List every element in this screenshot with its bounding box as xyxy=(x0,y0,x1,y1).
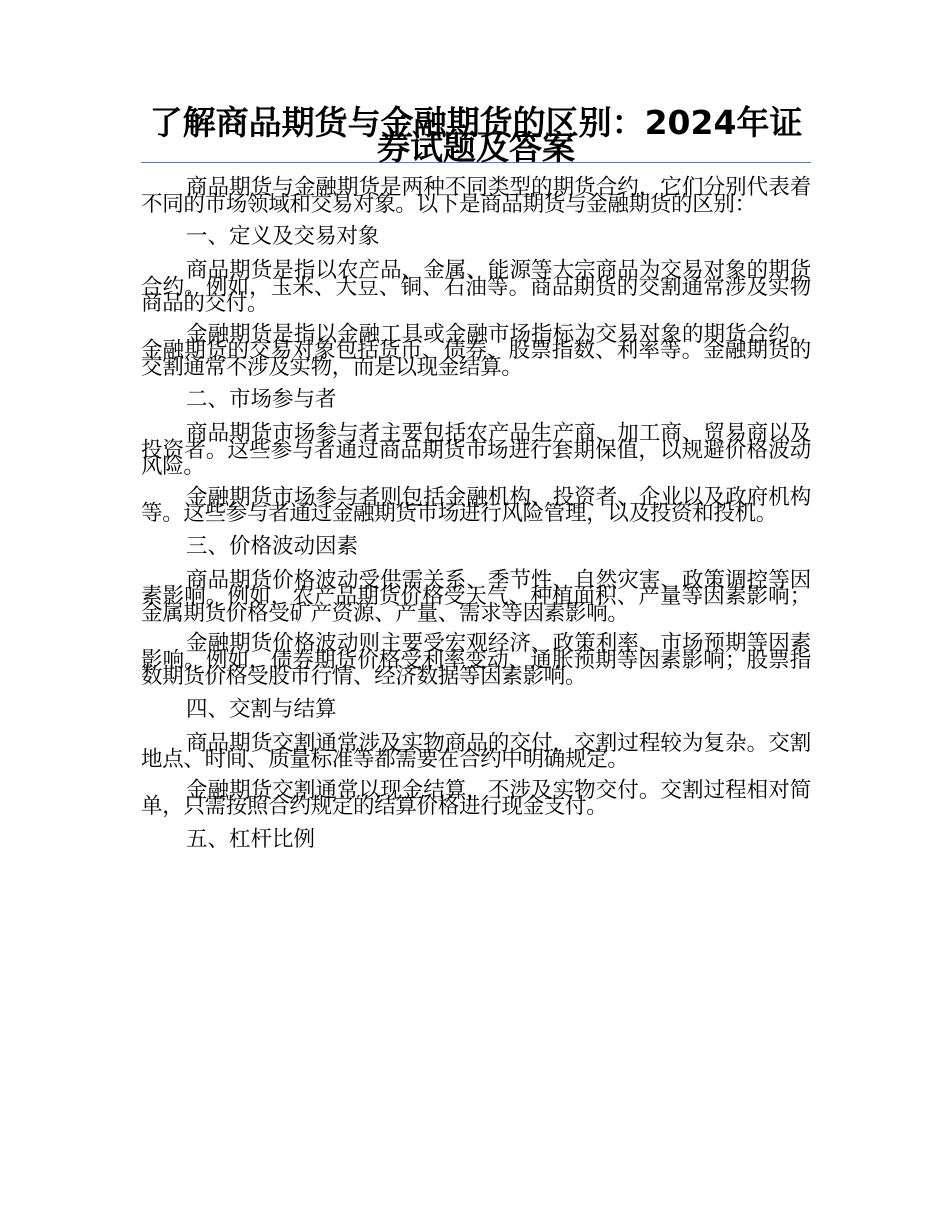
section-heading-delivery: 四、交割与结算 xyxy=(186,696,337,722)
document-body xyxy=(141,175,811,852)
paragraph-financial-price-factors: 金融期货价格波动则主要受宏观经济、政策利率、市场预期等因素影响。例如，债券期货价格受利率变动、通胀预期等因素影响；股票指数期货价格受股市行情、经济数据等因素影响。 xyxy=(141,631,811,689)
paragraph-financial-participants: 金融期货市场参与者则包括金融机构、投资者、企业以及政府机构等。这些参与者通过金融期货市场进行风险管理，以及投资和投机。 xyxy=(141,484,811,526)
section-heading-price-factors: 三、价格波动因素 xyxy=(186,533,359,559)
paragraph-commodity-definition: 商品期货是指以农产品、金属、能源等大宗商品为交易对象的期货合约。例如，玉米、大豆、铜、石油等。商品期货的交割通常涉及实物商品的交付。 xyxy=(141,258,811,316)
paragraph-financial-definition: 金融期货是指以金融工具或金融市场指标为交易对象的期货合约。金融期货的交易对象包括货币、债券、股票指数、利率等。金融期货的交割通常不涉及实物，而是以现金结算。 xyxy=(141,321,811,380)
intro-paragraph: 商品期货与金融期货是两种不同类型的期货合约，它们分别代表着不同的市场领域和交易对象。以下是商品期货与金融期货的区别： xyxy=(141,175,811,217)
paragraph-commodity-price-factors: 商品期货价格波动受供需关系、季节性、自然灾害、政策调控等因素影响。例如，农产品期货价格受天气、种植面积、产量等因素影响；金属期货价格受矿产资源、产量、需求等因素影响。 xyxy=(141,567,811,626)
paragraph-financial-delivery: 金融期货交割通常以现金结算，不涉及实物交付。交割过程相对简单，只需按照合约规定的结算价格进行现金支付。 xyxy=(141,777,811,819)
paragraph-commodity-delivery: 商品期货交割通常涉及实物商品的交付，交割过程较为复杂。交割地点、时间、质量标准等都需要在合约中明确规定。 xyxy=(141,730,811,772)
paragraph-commodity-participants: 商品期货市场参与者主要包括农产品生产商、加工商、贸易商以及投资者。这些参与者通过商品期货市场进行套期保值，以规避价格波动风险。 xyxy=(141,421,811,479)
document-title: 了解商品期货与金融期货的区别：2024年证券试题及答案 xyxy=(141,100,811,163)
section-heading-definition: 一、定义及交易对象 xyxy=(186,224,380,249)
section-heading-participants: 二、市场参与者 xyxy=(186,387,337,412)
section-heading-leverage: 五、杠杆比例 xyxy=(186,826,316,852)
document-page xyxy=(141,100,811,866)
